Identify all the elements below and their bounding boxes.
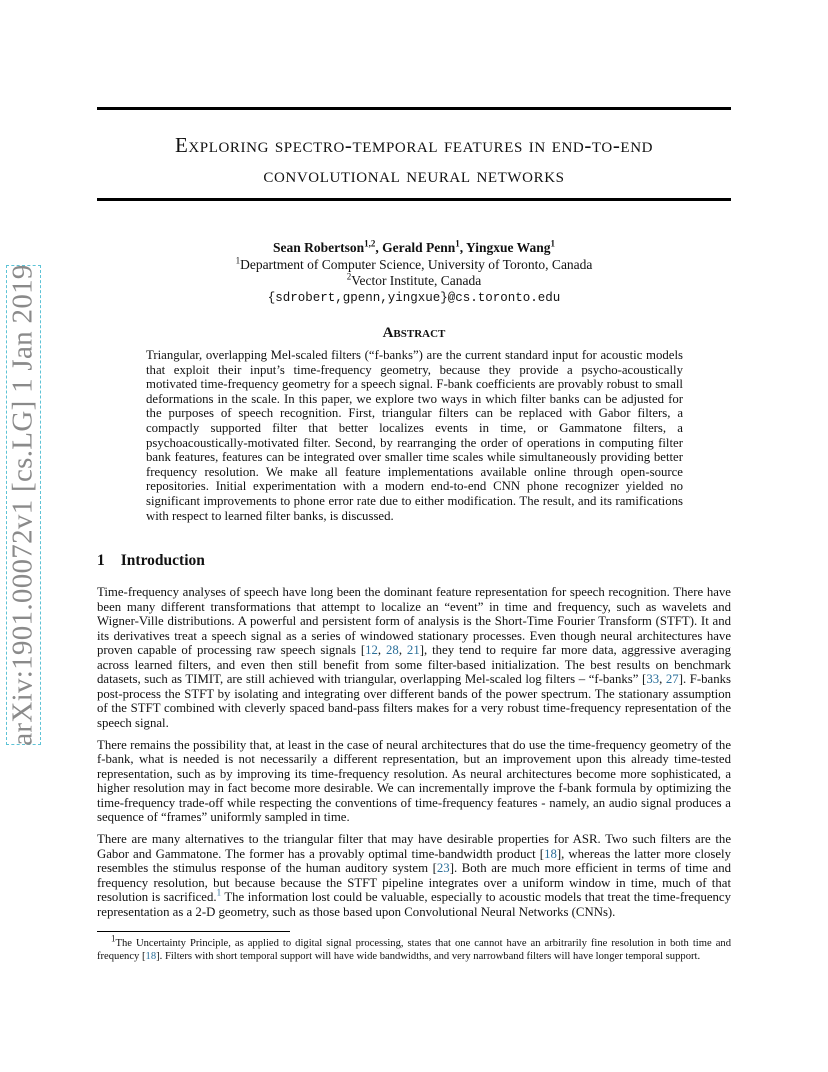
arxiv-stamp-text[interactable]: arXiv:1901.00072v1 [cs.LG] 1 Jan 2019 [6, 264, 39, 746]
abstract-text: Triangular, overlapping Mel-scaled filters (“f-banks”) are the current standard input for acoustic models that exploit their input’s time-frequency geometry, because they provide a psycho-acoustically motivated time-frequency geometry for a speech signal. F-bank coefficients are provably robust to small deformations in the scale. In this paper, we explore two ways in which filter banks can be adjusted for the purposes of speech recognition. First, triangular filters can be replaced with Gabor filters, a compactly supported filter that better localizes events in time, or Gammatone filters, a psychoacoustically-motivated filter. Second, by rearranging the order of operations in computing filter bank features, features can be integrated over smaller time scales while simultaneously providing better frequency resolution. We make all feature implementations available online through open-source repositories. Initial experimentation with a modern end-to-end CNN phone recognizer yielded no significant improvements to phone error rate due to either modification. The result, and its ramifications with respect to learned filter banks, is discussed. [146, 348, 683, 523]
paper-title-line1: Exploring spectro-temporal features in end-to-end [174, 133, 654, 157]
section-heading-introduction [97, 552, 205, 570]
paragraph-1: Time-frequency analyses of speech have long been the dominant feature representation for speech recognition. There have been many different transformations that attempt to localize an “event” in time and frequency, such as wavelets and Wigner-Ville distributions. A powerful and persistent form of analysis is the Short-Time Fourier Transform (STFT). It and its derivatives treat a speech signal as a series of windowed stationary processes. Even though neural architectures have proven capable of processing raw speech signals [12, 28, 21], they tend to require far more data, aggressive averaging across learned filters, and even then still benefit from some filter-based initialization. The best results on benchmark datasets, such as TIMIT, are still achieved with triangular, overlapping Mel-scaled log filters – “f-banks” [33, 27]. F-banks post-process the STFT by isolating and integrating over different bands of the power spectrum. The stationary assumption of the STFT combined with cleverly spaced band-pass filters makes for a very robust time-frequency representation of the speech signal. [97, 585, 732, 730]
title-rule-top [97, 107, 731, 110]
affiliation-1-mark: 1 [235, 255, 241, 265]
paragraph-3-text-c: ]. Both are much more efficient in terms of time and frequency resolution, but because because the STFT pipeline integrates over a uniform window in time, much of that resolution is sacrificed. [97, 861, 731, 904]
author-3: Yingxue Wang [466, 240, 551, 255]
author-names: Sean Robertson$^{1,2}$, Gerald Penn$^1$, Yingxue Wang$^1$ [273, 238, 555, 255]
affiliation-2-mark: 2 [346, 271, 352, 282]
title-rule-bottom [97, 198, 731, 201]
paragraph-1-text-b: ], they tend to require far more data, aggressive averaging across learned filters, and even then still benefit from some filter-based initialization. The best results on benchmark datasets, such as TIMIT, are still achieved with triangular, overlapping Mel-scaled log filters – “f-banks” [ [97, 643, 732, 686]
author-2-affil: 1 [455, 238, 460, 249]
citation-link[interactable]: 18 [145, 951, 157, 963]
citation-link[interactable]: 27 [665, 672, 679, 686]
section-number: 1 [97, 552, 105, 569]
paragraph-1-text-a: Time-frequency analyses of speech have long been the dominant feature representation for speech recognition. There have been many different transformations that attempt to localize an “event” in time and frequency, such as wavelets and Wigner-Ville distributions. A powerful and persistent form of analysis is the Short-Time Fourier Transform (STFT). It and its derivatives treat a speech signal as a series of windowed stationary processes. Even though neural architectures have proven capable of processing raw speech signals [ [97, 585, 731, 657]
author-1-affil: 1,2 [364, 238, 376, 249]
paragraph-3-text-a: There are many alternatives to the triangular filter that may have desirable properties for ASR. Two such filters are the Gabor and Gammatone. The former has a provably optimal time-bandwidth product [ [97, 832, 731, 861]
author-2: Gerald Penn [382, 240, 456, 255]
footnote-1 [97, 933, 731, 963]
footnote-text-a: The Uncertainty Principle, as applied to digital signal processing, states that one cannot have an arbitrarily fine resolution in both time and frequency [ [97, 938, 731, 963]
section-title: Introduction [120, 552, 205, 569]
footnote-link[interactable]: 1 [216, 887, 222, 898]
abstract-heading: Abstract [382, 325, 446, 341]
citation-link[interactable]: 28 [386, 643, 399, 657]
author-3-affil: 1 [550, 238, 555, 249]
footnote-rule [97, 931, 290, 932]
citation-link[interactable]: 33 [646, 672, 660, 686]
affiliation-2-text: Vector Institute, Canada [351, 273, 482, 288]
paragraph-3-text-b: ], whereas the latter more closely resembles the stimulus response of the human auditory system [ [97, 846, 732, 875]
affiliation-1-text: Department of Computer Science, University of Toronto, Canada [240, 256, 593, 272]
affiliation-2 [97, 273, 731, 290]
citation-link[interactable]: 12 [365, 643, 378, 657]
paragraph-3-text-d: The information lost could be valuable, especially to acoustic models that treat the time-frequency representation as a 2-D geometry, such as those based upon Convolutional Neural Networks (CNNs). [97, 890, 732, 919]
citation-link[interactable]: 21 [406, 643, 420, 657]
author-block [97, 240, 731, 306]
footnote-text-b: ]. Filters with short temporal support will have wide bandwidths, and very narrowband filters will have longer temporal support. [156, 951, 701, 963]
introduction-body [97, 585, 731, 927]
affiliation-1 [97, 257, 731, 274]
citation-link[interactable]: 18 [544, 846, 557, 861]
footnote-mark: 1 [111, 933, 116, 944]
citation-link[interactable]: 23 [436, 861, 450, 875]
paragraph-3 [97, 832, 731, 919]
paper-title [97, 130, 731, 190]
paper-title-line2: convolutional neural networks [263, 163, 565, 187]
author-emails: {sdrobert,gpenn,yingxue}@cs.toronto.edu [267, 290, 561, 305]
paragraph-1-text-c: ]. F-banks post-process the STFT by isolating and integrating over different bands of the power spectrum. The stationary assumption of the STFT combined with cleverly spaced band-pass filters makes for a very robust time-frequency representation of the speech signal. [97, 672, 731, 730]
paragraph-2: There remains the possibility that, at least in the case of neural architectures that do use the time-frequency geometry of the f-bank, what is needed is not necessarily a different representation, but an improvement upon this already time-tested representation, such as by improving its time-frequency resolution. As neural architectures become more sophisticated, a higher resolution may in fact become more desirable. We can incrementally improve the f-bank formula by optimizing the time-frequency trade-off while respecting the conventions of time-frequency features - namely, an audio signal produces a sequence of “frames” uniformly sampled in time. [97, 737, 731, 824]
arxiv-stamp [0, 265, 46, 745]
author-1: Sean Robertson [273, 240, 365, 255]
